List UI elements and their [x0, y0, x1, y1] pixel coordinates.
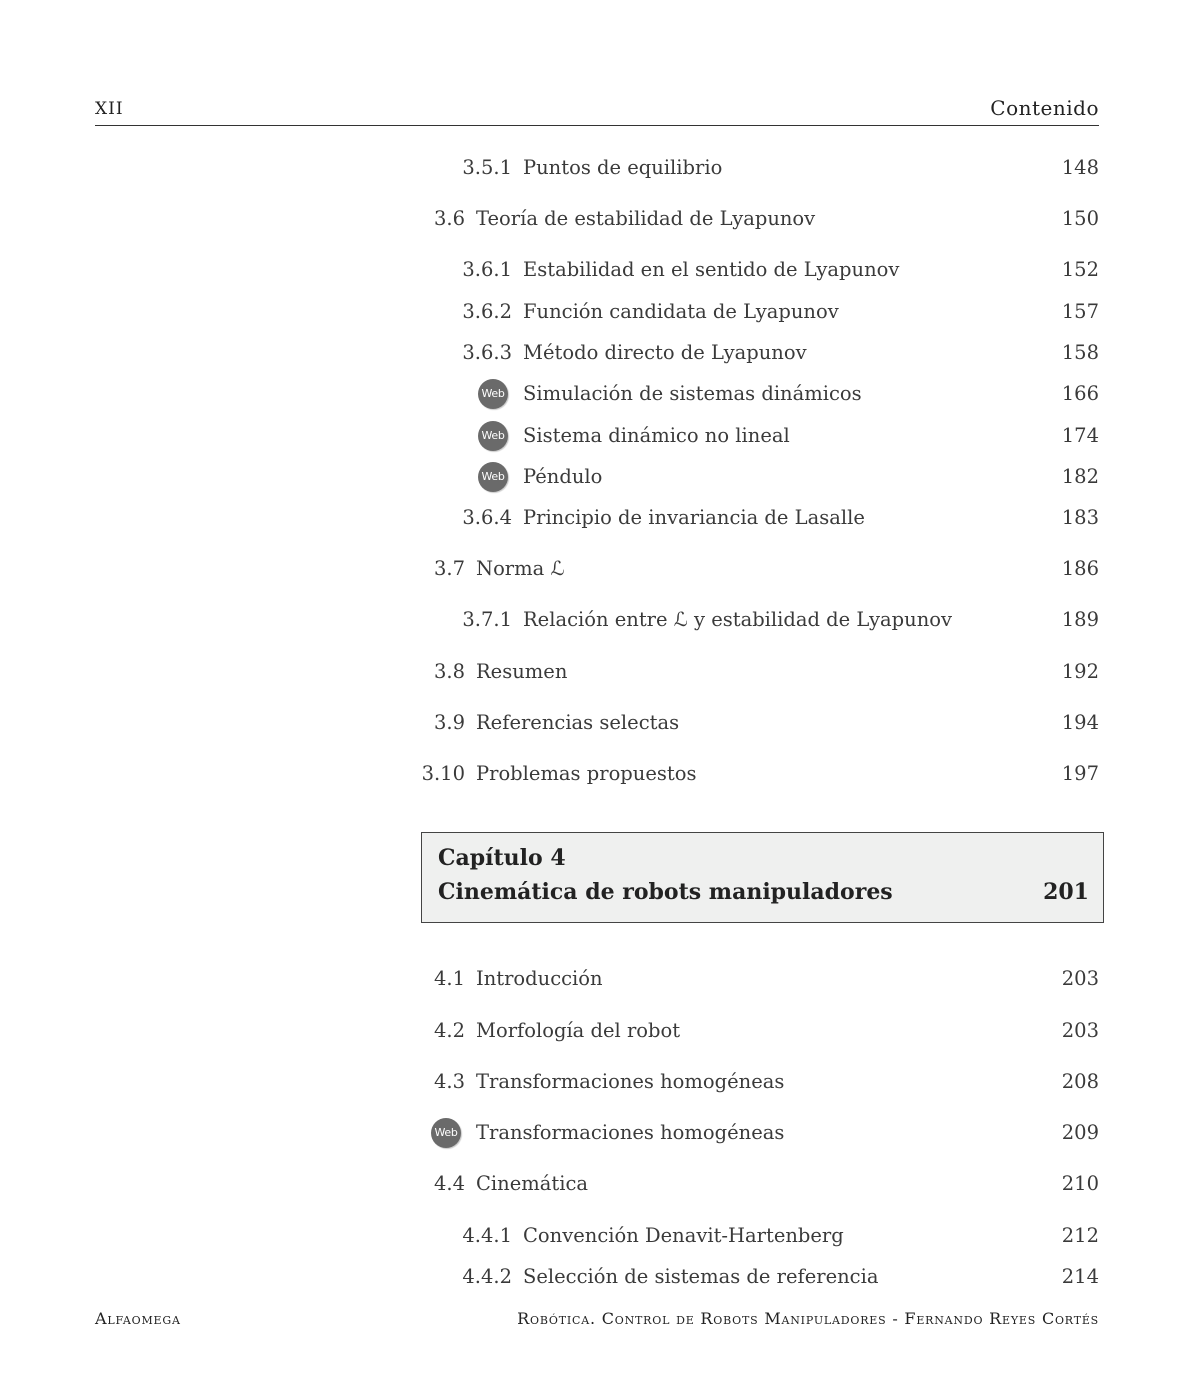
toc-entry-page: 214: [1061, 1265, 1099, 1288]
toc-entry-title: Función candidata de Lyapunov: [523, 300, 839, 323]
header-rule: [95, 125, 1099, 126]
toc-entry-title: Puntos de equilibrio: [523, 156, 723, 179]
toc-entry-page: 192: [1061, 660, 1099, 683]
toc-entry-title: Resumen: [476, 660, 568, 683]
toc-entry-page: 203: [1061, 967, 1099, 990]
toc-entry[interactable]: [0, 505, 1099, 531]
toc-entry-page: 197: [1061, 762, 1099, 785]
toc-entry-web[interactable]: [0, 1120, 1099, 1146]
toc-entry-title: Teoría de estabilidad de Lyapunov: [476, 207, 816, 230]
toc-entry[interactable]: [0, 761, 1099, 787]
toc-entry-number: 4.4.1: [462, 1224, 512, 1247]
toc-entry-number: 3.6: [433, 207, 465, 230]
publisher-footer: Alfaomega: [95, 1309, 181, 1328]
chapter-title: Cinemática de robots manipuladores: [438, 879, 893, 905]
web-icon[interactable]: Web: [431, 1118, 461, 1148]
toc-entry-title: Norma ℒ: [476, 557, 565, 580]
toc-entry-title: Morfología del robot: [476, 1019, 681, 1042]
toc-entry-number: 3.9: [433, 711, 465, 734]
toc-entry[interactable]: [0, 155, 1099, 181]
running-header: Contenido: [990, 96, 1099, 120]
toc-entry[interactable]: [0, 340, 1099, 366]
toc-entry-web[interactable]: [0, 381, 1099, 407]
toc-entry-title: Convención Denavit-Hartenberg: [523, 1224, 844, 1247]
toc-entry-page: 203: [1061, 1019, 1099, 1042]
toc-entry-number: 3.7: [433, 557, 465, 580]
toc-entry[interactable]: [0, 607, 1099, 633]
toc-entry-number: 4.4: [433, 1172, 465, 1195]
toc-entry-page: 152: [1061, 258, 1099, 281]
toc-entry-title: Problemas propuestos: [476, 762, 697, 785]
toc-entry[interactable]: [0, 1223, 1099, 1249]
toc-entry[interactable]: [0, 299, 1099, 325]
toc-entry-number: 3.6.1: [462, 258, 512, 281]
toc-entry-web[interactable]: [0, 464, 1099, 490]
toc-entry-page: 166: [1061, 382, 1099, 405]
toc-entry-title: Simulación de sistemas dinámicos: [523, 382, 862, 405]
toc-entry-page: 189: [1061, 608, 1099, 631]
chapter-label: Capítulo 4: [438, 845, 566, 871]
toc-entry-number: 3.6.4: [462, 506, 512, 529]
toc-entry-number: 4.2: [433, 1019, 465, 1042]
toc-entry[interactable]: [0, 257, 1099, 283]
toc-entry[interactable]: [0, 966, 1099, 992]
toc-entry-title: Referencias selectas: [476, 711, 680, 734]
toc-entry-number: 3.6.2: [462, 300, 512, 323]
toc-entry-title: Introducción: [476, 967, 603, 990]
toc-entry-title: Transformaciones homogéneas: [476, 1121, 785, 1144]
toc-entry-title: Estabilidad en el sentido de Lyapunov: [523, 258, 900, 281]
toc-entry-number: 3.10: [421, 762, 465, 785]
toc-entry-number: 4.1: [433, 967, 465, 990]
toc-entry-number: 3.5.1: [462, 156, 512, 179]
toc-entry[interactable]: [0, 659, 1099, 685]
toc-entry-page: 183: [1061, 506, 1099, 529]
book-title-footer: Robótica. Control de Robots Manipuladores - Fernando Reyes Cortés: [517, 1309, 1099, 1328]
toc-entry-number: 3.7.1: [462, 608, 512, 631]
toc-entry-number: 3.8: [433, 660, 465, 683]
toc-entry-number: 4.3: [433, 1070, 465, 1093]
toc-entry-number: 3.6.3: [462, 341, 512, 364]
toc-entry[interactable]: [0, 1018, 1099, 1044]
toc-entry-page: 209: [1061, 1121, 1099, 1144]
toc-entry-number: 4.4.2: [462, 1265, 512, 1288]
toc-entry-title: Selección de sistemas de referencia: [523, 1265, 879, 1288]
toc-entry-title: Método directo de Lyapunov: [523, 341, 807, 364]
toc-entry-page: 150: [1061, 207, 1099, 230]
toc-entry[interactable]: [0, 556, 1099, 582]
toc-entry-title: Principio de invariancia de Lasalle: [523, 506, 865, 529]
toc-entry-title: Transformaciones homogéneas: [476, 1070, 785, 1093]
toc-entry-page: 186: [1061, 557, 1099, 580]
toc-entry-page: 194: [1061, 711, 1099, 734]
toc-entry-page: 182: [1061, 465, 1099, 488]
toc-entry-page: 158: [1061, 341, 1099, 364]
toc-entry[interactable]: [0, 1069, 1099, 1095]
toc-entry[interactable]: [0, 1264, 1099, 1290]
toc-entry[interactable]: [0, 710, 1099, 736]
toc-entry[interactable]: [0, 206, 1099, 232]
chapter-heading-box[interactable]: [421, 832, 1104, 923]
page-number-roman: XII: [95, 99, 124, 119]
toc-entry-page: 208: [1061, 1070, 1099, 1093]
toc-entry-title: Cinemática: [476, 1172, 588, 1195]
web-icon[interactable]: Web: [478, 421, 508, 451]
toc-entry-page: 174: [1061, 424, 1099, 447]
toc-entry-title: Sistema dinámico no lineal: [523, 424, 790, 447]
toc-entry-page: 210: [1061, 1172, 1099, 1195]
web-icon[interactable]: Web: [478, 462, 508, 492]
chapter-page: 201: [1043, 879, 1089, 905]
toc-entry-web[interactable]: [0, 423, 1099, 449]
toc-entry-title: Relación entre ℒ y estabilidad de Lyapunov: [523, 608, 953, 631]
toc-entry[interactable]: [0, 1171, 1099, 1197]
toc-entry-title: Péndulo: [523, 465, 603, 488]
toc-entry-page: 157: [1061, 300, 1099, 323]
toc-entry-page: 148: [1061, 156, 1099, 179]
web-icon[interactable]: Web: [478, 379, 508, 409]
toc-entry-page: 212: [1061, 1224, 1099, 1247]
